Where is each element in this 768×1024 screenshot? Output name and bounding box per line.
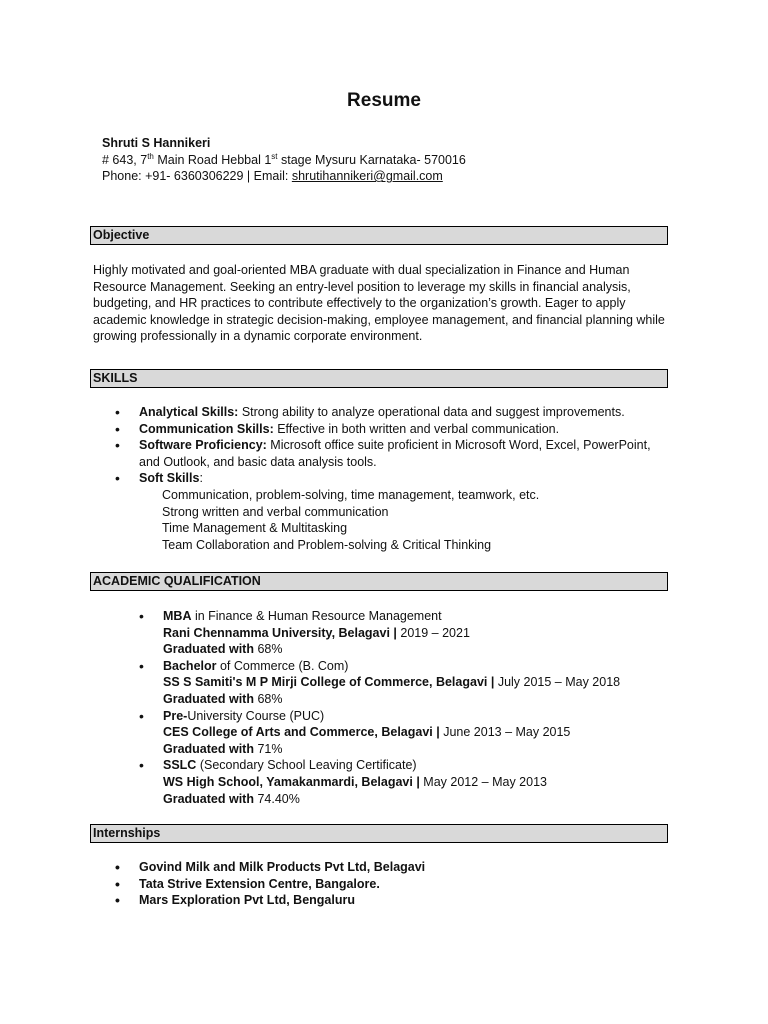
list-item xyxy=(139,404,674,421)
skill-label: Analytical Skills: xyxy=(139,405,239,419)
address-superscript: st xyxy=(271,151,278,161)
degree-detail: (Secondary School Leaving Certificate) xyxy=(196,758,417,773)
page-title: Resume xyxy=(347,90,421,111)
grade-line xyxy=(163,691,663,708)
list-item: • Govind Milk and Milk Products Pvt Ltd, Belagavi xyxy=(139,859,659,876)
contact-block xyxy=(102,135,682,185)
soft-skill-line: Team Collaboration and Problem-solving & Critical Thinking xyxy=(162,537,492,552)
degree-name: SSLC xyxy=(163,758,197,773)
skill-text: Strong ability to analyze operational data and suggest improvements. xyxy=(238,405,625,419)
degree-name: Bachelor xyxy=(163,658,217,673)
degree-detail: University Course (PUC) xyxy=(187,708,325,723)
phone-email-line xyxy=(102,168,682,185)
institution-line xyxy=(163,774,663,791)
soft-skills-list xyxy=(139,487,674,553)
list-item xyxy=(139,421,674,438)
address-part: # 643, 7 xyxy=(102,152,148,167)
institution-line xyxy=(163,674,663,691)
institution-line xyxy=(163,625,663,642)
email-link[interactable]: shrutihannikeri@gmail.com xyxy=(291,169,443,184)
list-item: • Tata Strive Extension Centre, Bangalore. xyxy=(139,876,659,893)
skill-text: Effective in both written and verbal communication. xyxy=(273,421,560,436)
list-item xyxy=(163,608,663,658)
soft-skill-line: Strong written and verbal communication xyxy=(162,504,389,519)
degree-name: Pre- xyxy=(163,708,188,723)
grade-value: 68% xyxy=(253,691,283,706)
address-part: Main Road Hebbal 1 xyxy=(153,152,272,167)
address-line xyxy=(102,152,682,169)
institution-name: CES College of Arts and Commerce, Belagavi | xyxy=(163,725,440,740)
internships-heading: Internships xyxy=(90,824,668,843)
list-item xyxy=(139,470,674,553)
skills-list xyxy=(139,404,674,553)
institution-name: Rani Chennamma University, Belagavi | xyxy=(163,625,397,640)
grade-value: 68% xyxy=(253,642,283,657)
institution-name: SS S Samiti's M P Mirji College of Commerce, Belagavi | xyxy=(163,675,495,690)
soft-skill-line: Communication, problem-solving, time management, teamwork, etc. xyxy=(162,487,540,502)
list-item: • Mars Exploration Pvt Ltd, Bengaluru xyxy=(139,892,659,909)
grade-line xyxy=(163,791,663,808)
degree-line xyxy=(163,708,663,725)
address-part: stage Mysuru Karnataka- 570016 xyxy=(277,152,466,167)
list-item xyxy=(163,757,663,807)
grade-value: 71% xyxy=(253,741,283,756)
degree-line xyxy=(163,658,663,675)
dates: July 2015 – May 2018 xyxy=(494,675,621,690)
degree-line xyxy=(163,608,663,625)
list-item xyxy=(163,708,663,758)
list-item xyxy=(163,658,663,708)
grade-line xyxy=(163,641,663,658)
grade-label: Graduated with xyxy=(163,741,254,756)
skill-text: Microsoft office suite proficient in Microsoft Word, Excel, PowerPoint, and Outlook, and basic data analysis tools. xyxy=(139,438,651,469)
grade-value: 74.40% xyxy=(253,791,300,806)
objective-text: Highly motivated and goal-oriented MBA graduate with dual specialization in Finance and Human Resource Management. Seeking an entry-level position to leverage my skills in financial analysis, budgeting, and HR practices to contribute effectively to the organization’s growth. Eager to apply academic knowledge in strategic decision-making, employee management, and financial planning while growing professionally in a dynamic corporate environment. xyxy=(93,263,665,344)
phone-text: Phone: +91- 6360306229 | Email: xyxy=(102,169,292,184)
skill-label: Soft Skills xyxy=(139,471,200,486)
institution-line xyxy=(163,724,663,741)
degree-name: MBA xyxy=(163,609,192,623)
list-item xyxy=(139,437,674,470)
dates: 2019 – 2021 xyxy=(396,625,470,640)
academic-heading: ACADEMIC QUALIFICATION xyxy=(90,572,668,591)
grade-label: Graduated with xyxy=(163,642,254,657)
skills-heading: SKILLS xyxy=(90,369,668,388)
soft-skill-line: Time Management & Multitasking xyxy=(162,521,348,536)
candidate-name: Shruti S Hannikeri xyxy=(102,136,211,150)
dates: May 2012 – May 2013 xyxy=(419,774,547,789)
grade-line xyxy=(163,741,663,758)
skill-text: : xyxy=(199,471,203,486)
degree-detail: in Finance & Human Resource Management xyxy=(191,609,442,623)
internships-list xyxy=(139,859,659,909)
grade-label: Graduated with xyxy=(163,691,254,706)
grade-label: Graduated with xyxy=(163,791,254,806)
address-superscript: th xyxy=(147,151,154,161)
academic-list xyxy=(163,608,663,807)
degree-detail: of Commerce (B. Com) xyxy=(216,658,349,673)
objective-heading: Objective xyxy=(90,226,668,245)
dates: June 2013 – May 2015 xyxy=(439,725,571,740)
degree-line xyxy=(163,757,663,774)
institution-name: WS High School, Yamakanmardi, Belagavi | xyxy=(163,774,420,789)
skill-label: Software Proficiency: xyxy=(139,438,267,453)
skill-label: Communication Skills: xyxy=(139,421,274,436)
